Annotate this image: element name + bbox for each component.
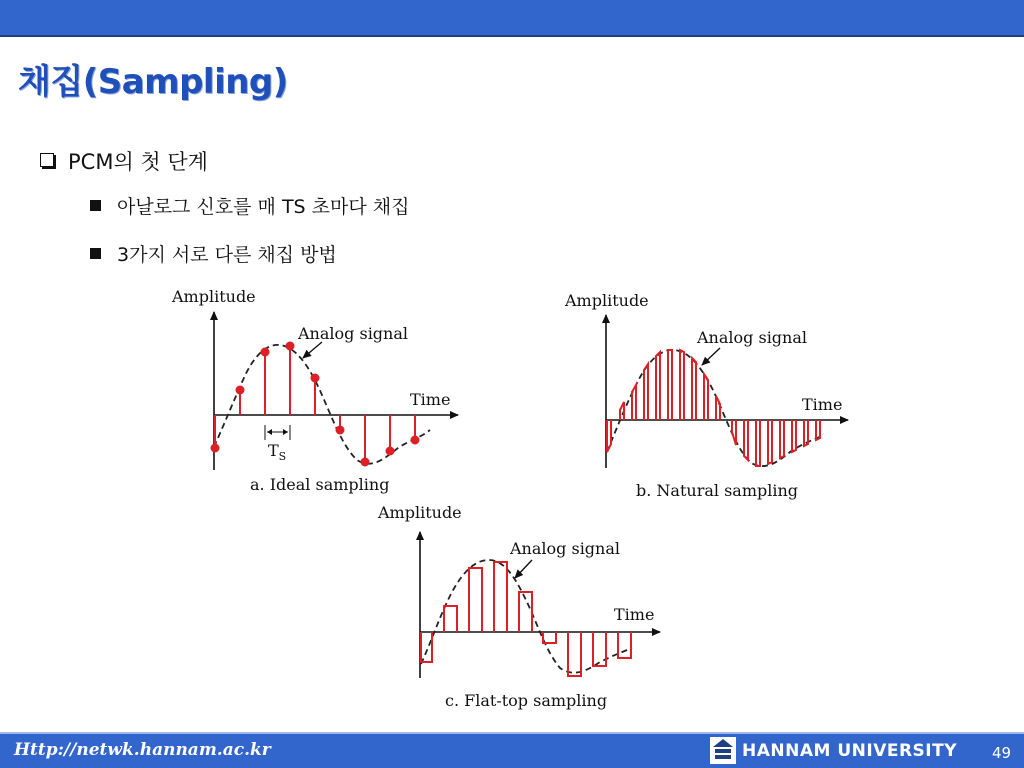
- natural-xlabel: Time: [802, 395, 843, 414]
- page-number: 49: [992, 744, 1012, 762]
- natural-sampling-figure: [564, 291, 848, 500]
- ideal-sampling-figure: [171, 287, 458, 494]
- ts-label: $T_S$: [268, 441, 287, 463]
- sub-bullet-2-text: 3가지 서로 다른 채집 방법: [117, 244, 337, 266]
- ideal-ylabel: Amplitude: [172, 287, 256, 306]
- ideal-analog-signal: [214, 345, 430, 464]
- university-name: HANNAM UNIVERSITY: [742, 741, 958, 761]
- natural-caption: b. Natural sampling: [636, 481, 799, 500]
- ideal-samples: [212, 343, 419, 466]
- university-logo-icon: [710, 737, 736, 764]
- flattop-ylabel: Amplitude: [378, 503, 462, 522]
- flattop-samples: [421, 562, 631, 676]
- flattop-analog-signal: [421, 560, 632, 673]
- footer-url-link[interactable]: Http://netwk.hannam.ac.kr: [14, 740, 271, 760]
- flattop-sampling-figure: [377, 503, 660, 710]
- natural-samples: [607, 350, 820, 466]
- ideal-caption: a. Ideal sampling: [250, 475, 390, 494]
- natural-signal-label: Analog signal: [697, 328, 808, 347]
- sub-bullet-1-text: 아날로그 신호를 매 TS 초마다 채집: [117, 196, 410, 218]
- flattop-signal-pointer: [515, 560, 532, 578]
- natural-analog-signal: [607, 350, 822, 466]
- flattop-signal-label: Analog signal: [510, 539, 621, 558]
- flattop-caption: c. Flat-top sampling: [445, 691, 608, 710]
- ideal-signal-pointer: [303, 342, 322, 358]
- main-bullet-text: PCM의 첫 단계: [68, 150, 208, 174]
- natural-ylabel: Amplitude: [565, 291, 649, 310]
- natural-signal-pointer: [702, 348, 720, 365]
- slide-title: 채집(Sampling): [18, 62, 288, 102]
- flattop-xlabel: Time: [614, 605, 655, 624]
- ideal-signal-label: Analog signal: [298, 324, 409, 343]
- ideal-xlabel: Time: [410, 390, 451, 409]
